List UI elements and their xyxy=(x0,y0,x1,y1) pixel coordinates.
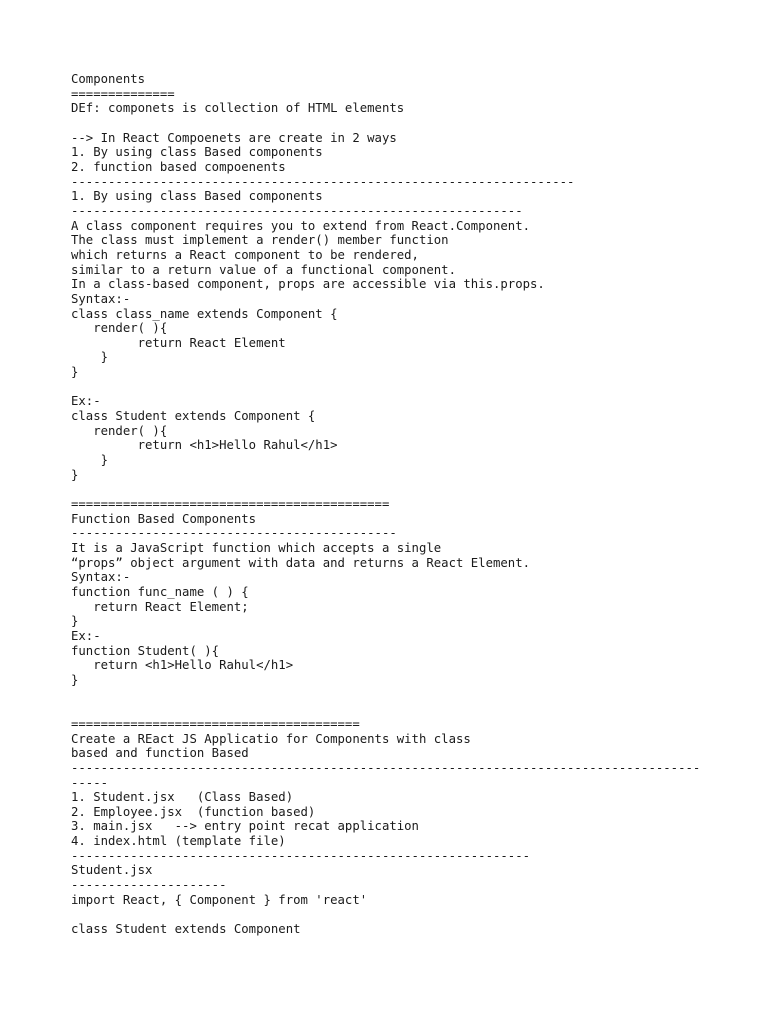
document-line: Function Based Components xyxy=(71,511,257,526)
document-line: “props” object argument with data and returns a React Element. xyxy=(71,555,531,570)
document-line: import React, { Component } from 'react' xyxy=(71,892,368,907)
document-text xyxy=(71,72,700,937)
document-line xyxy=(71,116,700,131)
document-line: Syntax:- xyxy=(71,291,131,306)
document-line: similar to a return value of a functional component. xyxy=(71,262,456,277)
document-line: } xyxy=(71,467,79,482)
document-line: =========================================== xyxy=(71,497,390,512)
document-line: render( ){ xyxy=(71,423,168,438)
document-line: 1. By using class Based components xyxy=(71,189,323,204)
document-line: -------------------------------------------------------------- xyxy=(71,848,531,863)
document-line xyxy=(71,688,700,703)
document-line: 4. index.html (template file) xyxy=(71,834,286,849)
document-line: It is a JavaScript function which accepts a single xyxy=(71,541,442,555)
document-line: function Student( ){ xyxy=(71,643,220,658)
document-line xyxy=(71,380,700,395)
document-line: 3. main.jsx --> entry point recat application xyxy=(71,819,419,834)
document-line: 1. By using class Based components xyxy=(71,145,323,160)
document-line: Components xyxy=(71,72,146,86)
document-line: -------------------------------------------------------------------- xyxy=(71,174,575,189)
document-line: } xyxy=(71,365,79,380)
document-line: 1. Student.jsx (Class Based) xyxy=(71,790,294,805)
document-line: class class_name extends Component { xyxy=(71,306,338,321)
document-line: } xyxy=(71,453,109,468)
document-line: class Student extends Component xyxy=(71,922,301,937)
document-line: return React Element; xyxy=(71,599,249,614)
document-line: DEf: componets is collection of HTML elements xyxy=(71,101,405,116)
document-line: function func_name ( ) { xyxy=(71,584,249,599)
document-line: ------------------------------------------------------------------------------------- xyxy=(71,760,701,775)
document-line xyxy=(71,482,700,497)
document-line xyxy=(71,907,700,922)
document-line: Student.jsx xyxy=(71,863,153,878)
document-line: 2. Employee.jsx (function based) xyxy=(71,804,316,819)
document-line: based and function Based xyxy=(71,746,249,761)
document-line xyxy=(71,702,700,717)
document-line: In a class-based component, props are accessible via this.props. xyxy=(71,277,545,292)
document-line: --> In React Compoenets are create in 2 ways xyxy=(71,130,397,145)
document-line: The class must implement a render() member function xyxy=(71,233,449,248)
document-line: 2. function based compoenents xyxy=(71,159,286,174)
document-line: which returns a React component to be rendered, xyxy=(71,247,419,262)
document-line: ============== xyxy=(71,86,175,101)
document-line: } xyxy=(71,614,79,629)
document-line: render( ){ xyxy=(71,321,168,336)
document-line: -------------------------------------------- xyxy=(71,526,397,541)
document-line: ----- xyxy=(71,775,109,790)
document-line: } xyxy=(71,672,79,687)
document-line: Syntax:- xyxy=(71,570,131,585)
document-line: return React Element xyxy=(71,335,286,350)
document-line: Create a REact JS Applicatio for Components with class xyxy=(71,731,471,746)
document-line: Ex:- xyxy=(71,394,101,409)
document-line: ------------------------------------------------------------- xyxy=(71,203,523,218)
document-line: --------------------- xyxy=(71,878,227,893)
document-line: ======================================= xyxy=(71,716,360,731)
document-line: return <h1>Hello Rahul</h1> xyxy=(71,438,338,453)
document-line: A class component requires you to extend from React.Component. xyxy=(71,218,531,233)
document-line: } xyxy=(71,350,109,365)
document-line: Ex:- xyxy=(71,628,101,643)
document-line: class Student extends Component { xyxy=(71,409,316,424)
document-line: return <h1>Hello Rahul</h1> xyxy=(71,658,294,673)
